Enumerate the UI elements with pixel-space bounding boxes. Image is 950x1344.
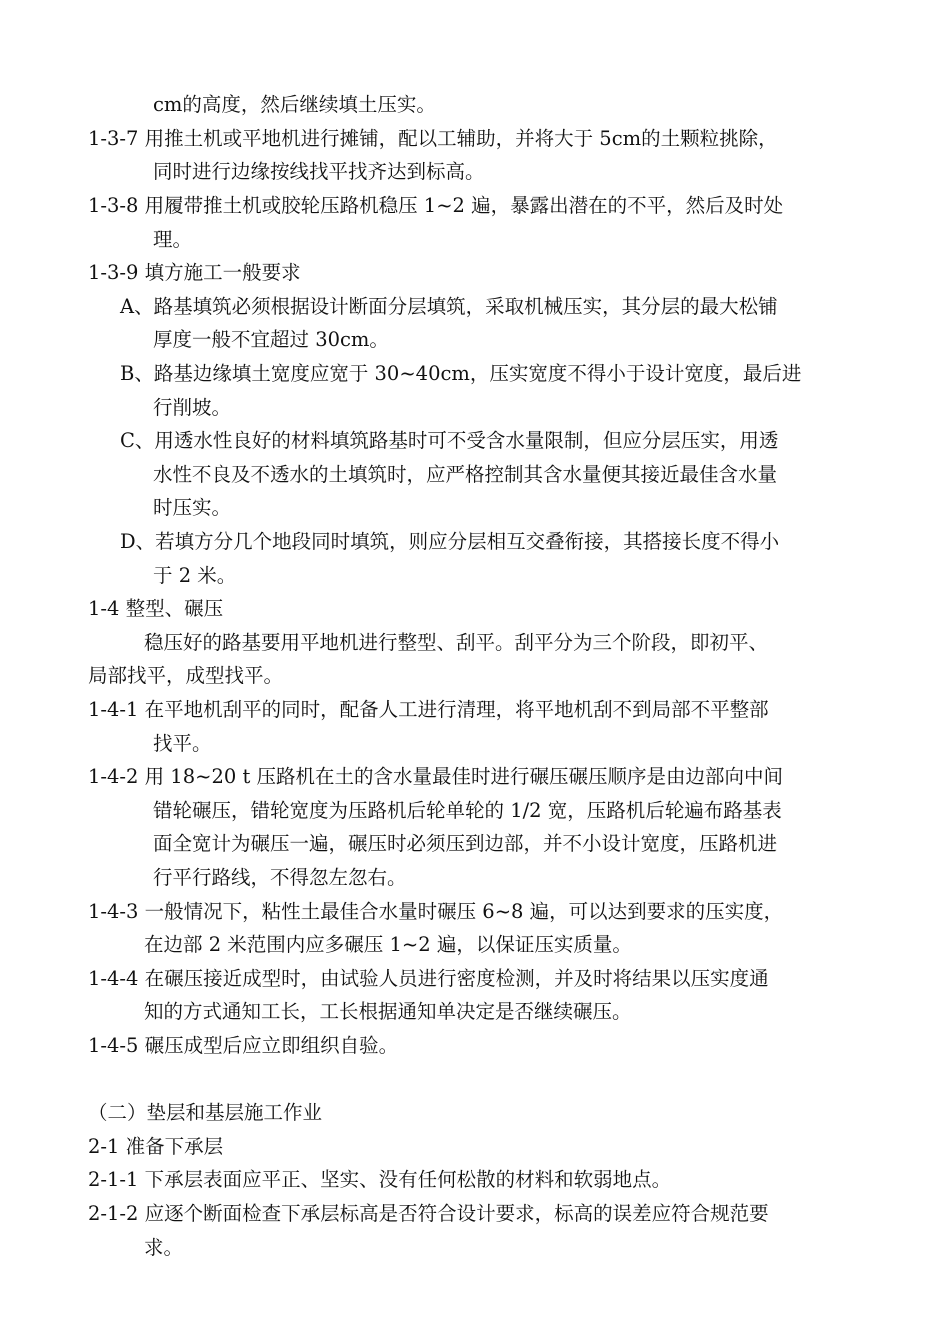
text-line: D、若填方分几个地段同时填筑，则应分层相互交叠衔接，其搭接长度不得小 <box>120 530 780 553</box>
text-line: 2-1-1 下承层表面应平正、坚实、没有任何松散的材料和软弱地点。 <box>88 1168 672 1191</box>
text-line: 错轮碾压，错轮宽度为压路机后轮单轮的 1/2 宽，压路机后轮遍布路基表 <box>153 799 782 822</box>
text-line: 行削坡。 <box>153 396 232 419</box>
text-line: B、路基边缘填土宽度应宽于 30~40cm，压实宽度不得小于设计宽度，最后进 <box>120 362 802 385</box>
text-line: 知的方式通知工长，工长根据通知单决定是否继续碾压。 <box>144 1000 632 1023</box>
text-line: 1-4-3 一般情况下，粘性土最佳合水量时碾压 6~8 遍，可以达到要求的压实度， <box>88 900 784 923</box>
text-line: 面全宽计为碾压一遍，碾压时必须压到边部，并不小设计宽度，压路机进 <box>153 832 778 855</box>
text-line: 2-1 准备下承层 <box>88 1135 224 1158</box>
text-line: 1-3-7 用推土机或平地机进行摊铺，配以工辅助，并将大于 5cm的土颗粒挑除， <box>88 127 778 150</box>
text-line: 于 2 米。 <box>153 564 237 587</box>
text-line: 水性不良及不透水的土填筑时，应严格控制其含水量便其接近最佳含水量 <box>153 463 778 486</box>
text-line: A、路基填筑必须根据设计断面分层填筑，采取机械压实，其分层的最大松铺 <box>120 295 778 318</box>
text-line: 稳压好的路基要用平地机进行整型、刮平。刮平分为三个阶段，即初平、 <box>144 631 769 654</box>
text-line: 1-3-8 用履带推土机或胶轮压路机稳压 1~2 遍，暴露出潜在的不平，然后及时处 <box>88 194 784 217</box>
text-line: 局部找平，成型找平。 <box>88 664 284 687</box>
text-line: 同时进行边缘按线找平找齐达到标高。 <box>153 160 485 183</box>
text-line: 理。 <box>153 228 193 251</box>
text-line: 行平行路线，不得忽左忽右。 <box>153 866 407 889</box>
text-line: 1-4-2 用 18~20 t 压路机在土的含水量最佳时进行碾压碾压顺序是由边部向中间 <box>88 765 783 788</box>
text-line: 1-4-5 碾压成型后应立即组织自验。 <box>88 1034 399 1057</box>
text-line: 1-4-1 在平地机刮平的同时，配备人工进行清理，将平地机刮不到局部不平整部 <box>88 698 769 721</box>
text-line: C、用透水性良好的材料填筑路基时可不受含水量限制，但应分层压实，用透 <box>120 429 779 452</box>
text-line: 求。 <box>144 1236 184 1259</box>
text-line: 找平。 <box>153 732 212 755</box>
text-line: 厚度一般不宜超过 30cm。 <box>153 328 389 351</box>
text-line: 1-4-4 在碾压接近成型时，由试验人员进行密度检测，并及时将结果以压实度通 <box>88 967 769 990</box>
section-heading: （二）垫层和基层施工作业 <box>88 1101 323 1124</box>
text-line: 时压实。 <box>153 496 232 519</box>
text-line: 1-3-9 填方施工一般要求 <box>88 261 301 284</box>
text-line: cm的高度，然后继续填土压实。 <box>153 93 436 116</box>
text-line: 2-1-2 应逐个断面检查下承层标高是否符合设计要求，标高的误差应符合规范要 <box>88 1202 769 1225</box>
section-heading: 1-4 整型、碾压 <box>88 597 224 620</box>
text-line: 在边部 2 米范围内应多碾压 1~2 遍，以保证压实质量。 <box>144 933 632 956</box>
